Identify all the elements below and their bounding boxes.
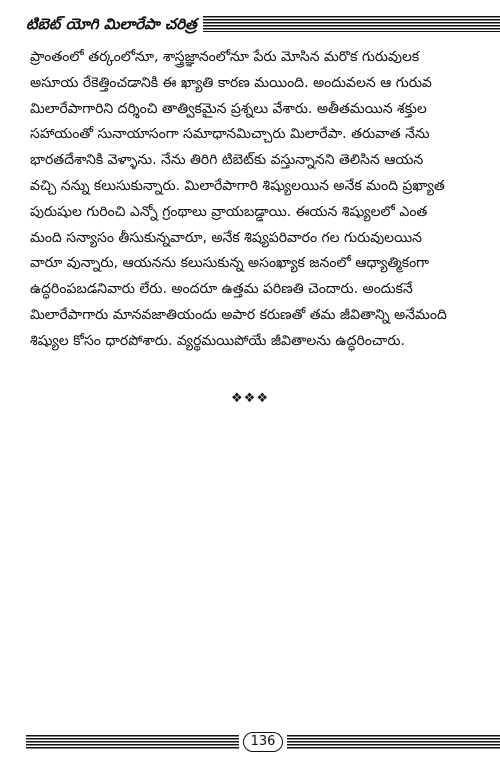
text-line: అసూయ రేకెత్తించడానికి ఈ ఖ్యాతి కారణ మయింది. అందువలన ఆ గురువ xyxy=(30,74,432,91)
text-line: వారూ వున్నారు, ఆయనను కలుసుకున్న అసంఖ్యాక జనంలో ఆధ్యాత్మికంగా xyxy=(30,255,430,272)
text-line: మిలారేపాగారు మానవజాతియందు అపార కరుణతో తమ జీవితాన్ని అనేమంది xyxy=(30,306,447,323)
text-line: ప్రాంతంలో తర్కంలోనూ, శాస్త్రజ్ఞానంలోనూ పేరు మోసిన మరొక గురువులక xyxy=(30,49,420,65)
text-line: పురుషుల గురించి ఎన్నో గ్రంథాలు వ్రాయబడ్డాయి. ఈయన శిష్యులలో ఎంత xyxy=(30,203,428,220)
body-paragraph xyxy=(30,45,500,355)
page-number: 136 xyxy=(243,732,284,752)
text-line: భారతదేశానికి వెళ్ళాను. నేను తిరిగి టిబెట్‌కు వస్తున్నానని తెలిసిన ఆయన xyxy=(30,152,424,169)
text-line: మిలారేపాగారిని దర్శించి తాత్వికమైన ప్రశ్నలు వేశారు. అతీతమయిన శక్తుల xyxy=(30,100,427,117)
book-title: టిబెట్ యోగి మిలారేపా చరిత్ర xyxy=(26,15,197,33)
text-line: మంది సన్యాసం తీసుకున్నవారూ, అనేక శిష్యపరివారం గల గురువులయిన xyxy=(30,229,422,246)
footer-rule-left xyxy=(26,735,239,749)
text-line: శిష్యుల కోసం ధారపోశారు. వ్యర్థమయిపోయే జీవితాలను ఉద్ధరించారు. xyxy=(30,332,405,349)
text-line: సహాయంతో సునాయాసంగా సమాధానమిచ్చారు మిలారేపా. తరువాత నేను xyxy=(30,126,430,143)
running-footer xyxy=(26,731,500,753)
footer-rule-right xyxy=(287,735,500,749)
header-rule xyxy=(203,16,500,32)
text-line: ఉద్ధరింపబడనివారు లేరు. అందరూ ఉత్తమ పరిణతి చెందారు. అందుకనే xyxy=(30,281,413,298)
section-ornament: ❖❖❖ xyxy=(231,391,269,406)
running-header xyxy=(26,12,500,36)
text-line: వచ్చి నన్ను కలుసుకున్నారు. మిలారేపాగారి శిష్యులయిన అనేక మంది ప్రఖ్యాత xyxy=(30,177,445,194)
